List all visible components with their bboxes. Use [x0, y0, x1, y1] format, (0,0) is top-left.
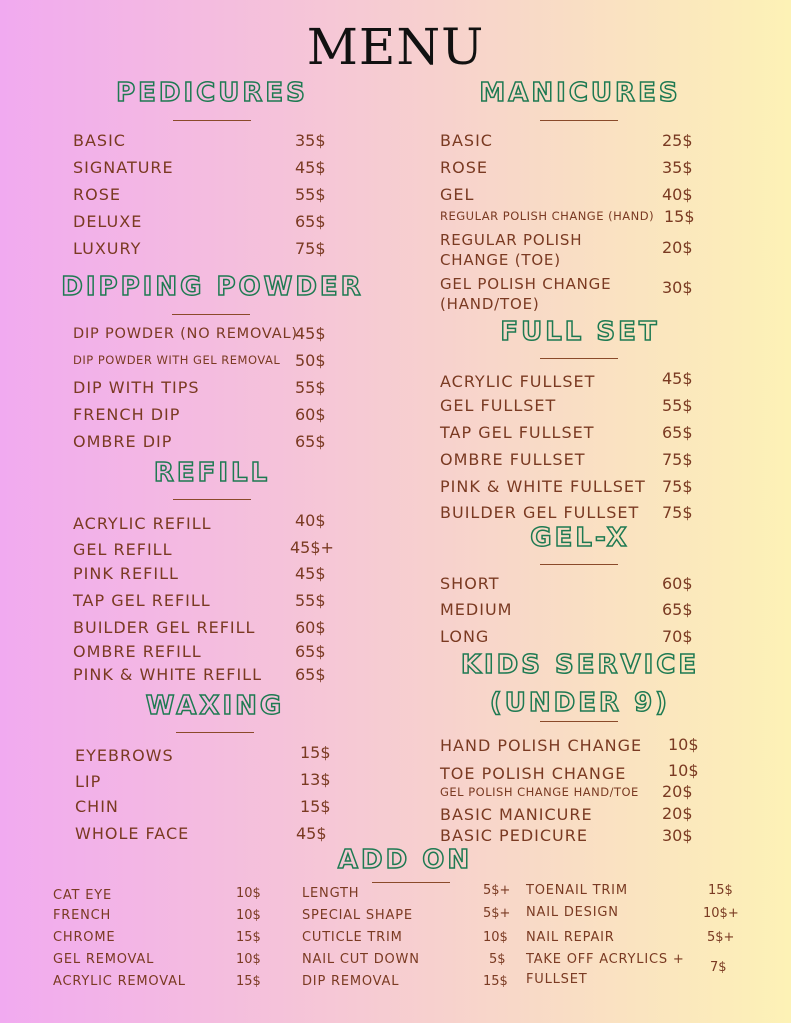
item-price: 35$ [662, 158, 693, 177]
list-item: NAIL CUT DOWN [302, 952, 420, 967]
list-item: SPECIAL SHAPE [302, 908, 413, 923]
list-item: PINK & WHITE REFILL [73, 665, 262, 684]
list-item: NAIL DESIGN [526, 905, 619, 920]
item-price: 10$ [236, 908, 261, 923]
list-item: LENGTH [302, 886, 360, 901]
list-item-line2: CHANGE (TOE) [440, 251, 561, 269]
item-price: 20$ [662, 804, 693, 823]
item-price: 70$ [662, 627, 693, 646]
list-item: SIGNATURE [73, 158, 174, 177]
list-item: DELUXE [73, 212, 143, 231]
add-on-divider [372, 882, 450, 883]
list-item: WHOLE FACE [75, 824, 190, 843]
item-price: 65$ [295, 665, 326, 684]
item-price: 45$ [295, 158, 326, 177]
item-price: 75$ [662, 503, 693, 522]
refill-divider [173, 499, 251, 500]
item-price: 35$ [295, 131, 326, 150]
list-item: BASIC [73, 131, 126, 150]
item-price: 55$ [295, 591, 326, 610]
manicures-divider [540, 120, 618, 121]
item-price: 60$ [662, 574, 693, 593]
list-item: BASIC MANICURE [440, 805, 593, 824]
item-price: 50$ [295, 351, 326, 370]
list-item: REGULAR POLISH [440, 231, 583, 249]
kids-service-divider [540, 721, 618, 722]
item-price: 15$ [236, 930, 261, 945]
item-price: 65$ [295, 432, 326, 451]
dipping-powder-heading: DIPPING POWDER [61, 272, 364, 302]
list-item: BASIC PEDICURE [440, 826, 588, 845]
item-price: 5$+ [483, 906, 511, 921]
list-item: ROSE [440, 158, 488, 177]
list-item-line2: (HAND/TOE) [440, 295, 540, 313]
list-item: CUTICLE TRIM [302, 930, 403, 945]
item-price: 45$ [296, 824, 327, 843]
list-item: GEL [440, 185, 475, 204]
pedicures-divider [173, 120, 251, 121]
refill-heading: REFILL [153, 458, 271, 488]
item-price: 65$ [662, 423, 693, 442]
list-item: REGULAR POLISH CHANGE (HAND) [440, 209, 655, 223]
item-price: 20$ [662, 782, 693, 801]
item-price: 45$ [295, 324, 326, 343]
item-price: 7$ [710, 960, 727, 975]
list-item: TAP GEL REFILL [73, 591, 211, 610]
item-price: 55$ [295, 378, 326, 397]
list-item: GEL FULLSET [440, 396, 557, 415]
add-on-heading: ADD ON [337, 845, 473, 875]
list-item: OMBRE REFILL [73, 642, 202, 661]
item-price: 30$ [662, 826, 693, 845]
list-item: BUILDER GEL REFILL [73, 618, 256, 637]
waxing-divider [176, 732, 254, 733]
item-price: 75$ [662, 477, 693, 496]
item-price: 45$+ [290, 538, 334, 557]
list-item: ACRYLIC FULLSET [440, 372, 596, 391]
item-price: 15$ [236, 974, 261, 989]
dipping-powder-divider [172, 314, 250, 315]
item-price: 15$ [664, 207, 695, 226]
list-item: OMBRE FULLSET [440, 450, 586, 469]
list-item: FRENCH DIP [73, 405, 181, 424]
list-item: CHROME [53, 930, 116, 945]
item-price: 20$ [662, 238, 693, 257]
list-item: DIP REMOVAL [302, 974, 400, 989]
list-item: BUILDER GEL FULLSET [440, 503, 640, 522]
list-item: OMBRE DIP [73, 432, 173, 451]
full-set-divider [540, 358, 618, 359]
item-price: 15$ [483, 974, 508, 989]
list-item: TAP GEL FULLSET [440, 423, 595, 442]
item-price: 65$ [662, 600, 693, 619]
item-price: 45$ [295, 564, 326, 583]
item-price: 13$ [300, 770, 331, 789]
item-price: 15$ [708, 883, 733, 898]
item-price: 40$ [662, 185, 693, 204]
list-item: TOE POLISH CHANGE [440, 764, 627, 783]
list-item: SHORT [440, 574, 500, 593]
list-item: LUXURY [73, 239, 142, 258]
pedicures-heading: PEDICURES [116, 78, 308, 108]
kids-service-subheading: (UNDER 9) [489, 688, 671, 718]
list-item: NAIL REPAIR [526, 930, 615, 945]
item-price: 55$ [295, 185, 326, 204]
kids-service-heading: KIDS SERVICE [460, 650, 700, 680]
item-price: 25$ [662, 131, 693, 150]
item-price: 10$ [668, 735, 699, 754]
list-item: GEL POLISH CHANGE HAND/TOE [440, 785, 639, 799]
list-item: CAT EYE [53, 888, 113, 903]
list-item: ROSE [73, 185, 121, 204]
item-price: 40$ [295, 511, 326, 530]
item-price: 10$ [236, 952, 261, 967]
item-price: 75$ [662, 450, 693, 469]
list-item: DIP POWDER WITH GEL REMOVAL [73, 353, 281, 367]
list-item: FRENCH [53, 908, 112, 923]
gel-x-heading: GEL-X [530, 523, 630, 553]
list-item: PINK & WHITE FULLSET [440, 477, 646, 496]
list-item: GEL REFILL [73, 540, 173, 559]
item-price: 65$ [295, 642, 326, 661]
gel-x-divider [540, 564, 618, 565]
menu-title: MENU [306, 18, 485, 76]
manicures-heading: MANICURES [479, 78, 681, 108]
item-price: 5$+ [707, 930, 735, 945]
item-price: 10$+ [703, 906, 739, 921]
list-item: EYEBROWS [75, 746, 174, 765]
list-item: MEDIUM [440, 600, 513, 619]
item-price: 10$ [668, 761, 699, 780]
list-item: ACRYLIC REMOVAL [53, 974, 186, 989]
item-price: 5$+ [483, 883, 511, 898]
item-price: 45$ [662, 369, 693, 388]
list-item-line2: FULLSET [526, 972, 588, 987]
list-item: HAND POLISH CHANGE [440, 736, 643, 755]
item-price: 5$ [489, 952, 506, 967]
item-price: 15$ [300, 743, 331, 762]
list-item: GEL POLISH CHANGE [440, 275, 612, 293]
list-item: LIP [75, 772, 102, 791]
list-item: TAKE OFF ACRYLICS + [526, 952, 685, 967]
item-price: 15$ [300, 797, 331, 816]
item-price: 30$ [662, 278, 693, 297]
full-set-heading: FULL SET [500, 317, 660, 347]
item-price: 75$ [295, 239, 326, 258]
item-price: 60$ [295, 618, 326, 637]
item-price: 60$ [295, 405, 326, 424]
list-item: PINK REFILL [73, 564, 179, 583]
list-item: LONG [440, 627, 490, 646]
list-item: DIP WITH TIPS [73, 378, 200, 397]
list-item: BASIC [440, 131, 493, 150]
list-item: TOENAIL TRIM [526, 883, 628, 898]
item-price: 10$ [483, 930, 508, 945]
list-item: DIP POWDER (NO REMOVAL) [73, 326, 298, 342]
waxing-heading: WAXING [145, 691, 285, 721]
list-item: GEL REMOVAL [53, 952, 155, 967]
list-item: CHIN [75, 797, 119, 816]
item-price: 55$ [662, 396, 693, 415]
item-price: 10$ [236, 886, 261, 901]
item-price: 65$ [295, 212, 326, 231]
list-item: ACRYLIC REFILL [73, 514, 212, 533]
